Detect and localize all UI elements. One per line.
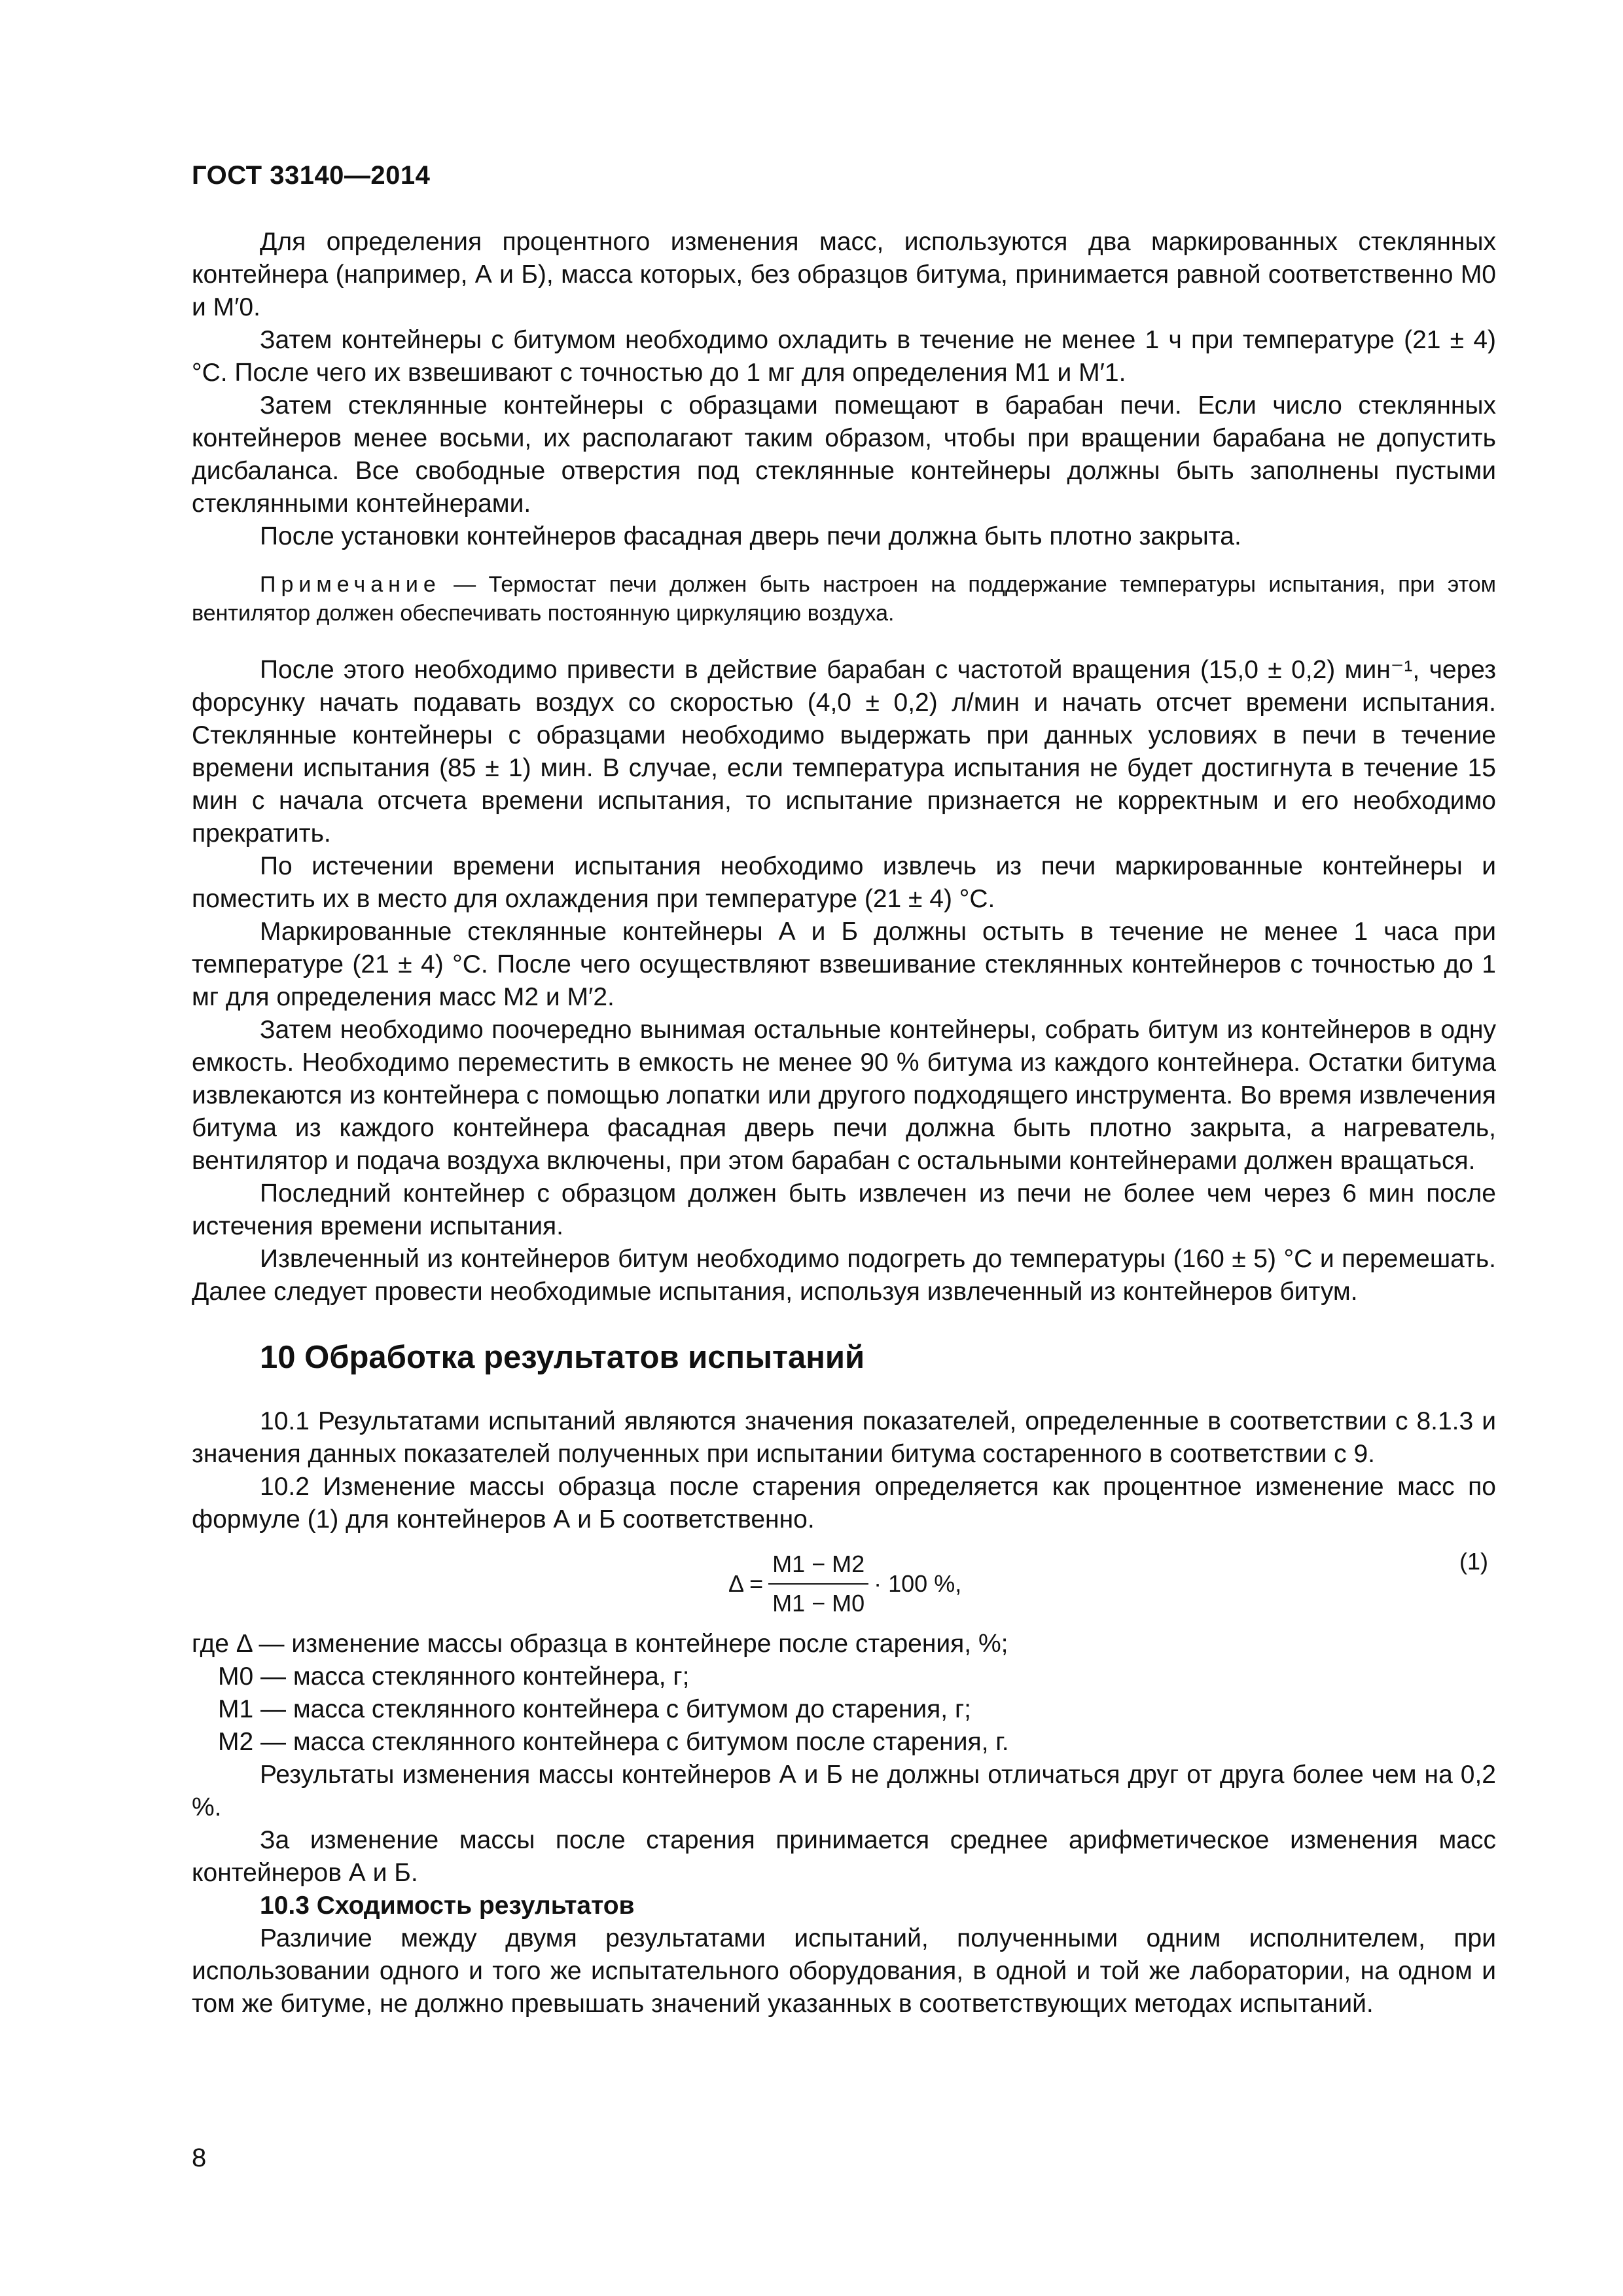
subsection-heading: 10.3 Сходимость результатов (260, 1892, 635, 1920)
section-heading: 10 Обработка результатов испытаний (260, 1340, 865, 1375)
document-body (192, 226, 1496, 2020)
paragraph: 10.2 Изменение массы образца после старения определяется как процентное изменение масс по формуле (1) для контейнеров А и Б соответственно. (192, 1473, 1496, 1534)
paragraph: Затем контейнеры с битумом необходимо охладить в течение не менее 1 ч при температуре (21 ± 4) °С. После чего их взвешивают с точностью до 1 мг для определения M1 и M′1. (192, 326, 1496, 387)
note-label: Примечание (260, 572, 441, 597)
equation-number: (1) (1459, 1548, 1488, 1575)
paragraph: Различие между двумя результатами испытаний, полученными одним исполнителем, при использовании одного и того же испытательного оборудования, в одной и той же лаборатории, на одном и том же битуме, не должно превышать значений указанных в соответствующих методах испытаний. (192, 1924, 1496, 2018)
paragraph: После этого необходимо привести в действие барабан с частотой вращения (15,0 ± 0,2) мин⁻¹, через форсунку начать подавать воздух со скоростью (4,0 ± 0,2) л/мин и начать отсчет времени испытания. Стеклянные контейнеры с образцами необходимо выдержать при данных условиях в печи в течение времени испытания (85 ± 1) мин. В случае, если температура испытания не будет достигнута в течение 15 мин с начала отсчета времени испытания, то испытание признается не корректным и его необходимо прекратить. (192, 656, 1496, 848)
definition-item: M0 — масса стеклянного контейнера, г; (218, 1662, 690, 1691)
page-number: 8 (192, 2144, 207, 2172)
formula-denominator: M1 − M0 (772, 1590, 865, 1617)
note (192, 570, 1496, 628)
formula-fraction (768, 1548, 868, 1620)
paragraph: Результаты изменения массы контейнеров А и Б не должны отличаться друг от друга более чем на 0,2 %. (192, 1761, 1496, 1821)
paragraph: Маркированные стеклянные контейнеры А и Б должны остыть в течение не менее 1 часа при температуре (21 ± 4) °С. После чего осуществляют взвешивание стеклянных контейнеров с точностью до 1 мг для определения масс M2 и M′2. (192, 918, 1496, 1011)
document-header: ГОСТ 33140—2014 (192, 161, 431, 190)
formula-block (192, 1543, 1496, 1624)
definitions-list (192, 1660, 1496, 1759)
paragraph: Для определения процентного изменения масс, используются два маркированных стеклянных контейнера (например, А и Б), масса которых, без образцов битума, принимается равной соответственно M0 и M′0. (192, 228, 1496, 321)
paragraph: По истечении времени испытания необходимо извлечь из печи маркированные контейнеры и поместить их в место для охлаждения при температуре (21 ± 4) °С. (192, 852, 1496, 913)
formula-numerator: M1 − M2 (768, 1548, 868, 1585)
formula-rhs: · 100 %, (874, 1570, 962, 1597)
formula (728, 1548, 961, 1620)
paragraph: Последний контейнер с образцом должен быть извлечен из печи не более чем через 6 мин после истечения времени испытания. (192, 1179, 1496, 1240)
paragraph: Затем стеклянные контейнеры с образцами помещают в барабан печи. Если число стеклянных контейнеров менее восьми, их располагают таким образом, чтобы при вращении барабана не допустить дисбаланса. Все свободные отверстия под стеклянные контейнеры должны быть заполнены пустыми стеклянными контейнерами. (192, 391, 1496, 518)
definition-item: M2 — масса стеклянного контейнера с битумом после старения, г. (218, 1728, 1009, 1756)
paragraph: За изменение массы после старения принимается среднее арифметическое изменения масс контейнеров А и Б. (192, 1826, 1496, 1887)
formula-lhs: Δ = (728, 1570, 764, 1597)
paragraph: После установки контейнеров фасадная дверь печи должна быть плотно закрыта. (260, 522, 1241, 550)
paragraph: 10.1 Результатами испытаний являются значения показателей, определенные в соответствии с 8.1.3 и значения данных показателей полученных при испытании битума состаренного в соответствии с 9. (192, 1407, 1496, 1468)
where-intro: где Δ — изменение массы образца в контейнере после старения, %; (192, 1630, 1008, 1658)
note-text: — Термостат печи должен быть настроен на поддержание температуры испытания, при этом вентилятор должен обеспечивать постоянную циркуляцию воздуха. (192, 572, 1497, 626)
paragraph: Затем необходимо поочередно вынимая остальные контейнеры, собрать битум из контейнеров в одну емкость. Необходимо переместить в емкость не менее 90 % битума из каждого контейнера. Остатки битума извлекаются из контейнера с помощью лопатки или другого подходящего инструмента. Во время извлечения битума из каждого контейнера фасадная дверь печи должна быть плотно закрыта, а нагреватель, вентилятор и подача воздуха включены, при этом барабан с остальными контейнерами должен вращаться. (192, 1016, 1496, 1175)
paragraph: Извлеченный из контейнеров битум необходимо подогреть до температуры (160 ± 5) °С и перемешать. Далее следует провести необходимые испытания, используя извлеченный из контейнеров битум. (192, 1245, 1496, 1306)
definition-item: M1 — масса стеклянного контейнера с битумом до старения, г; (218, 1695, 972, 1723)
